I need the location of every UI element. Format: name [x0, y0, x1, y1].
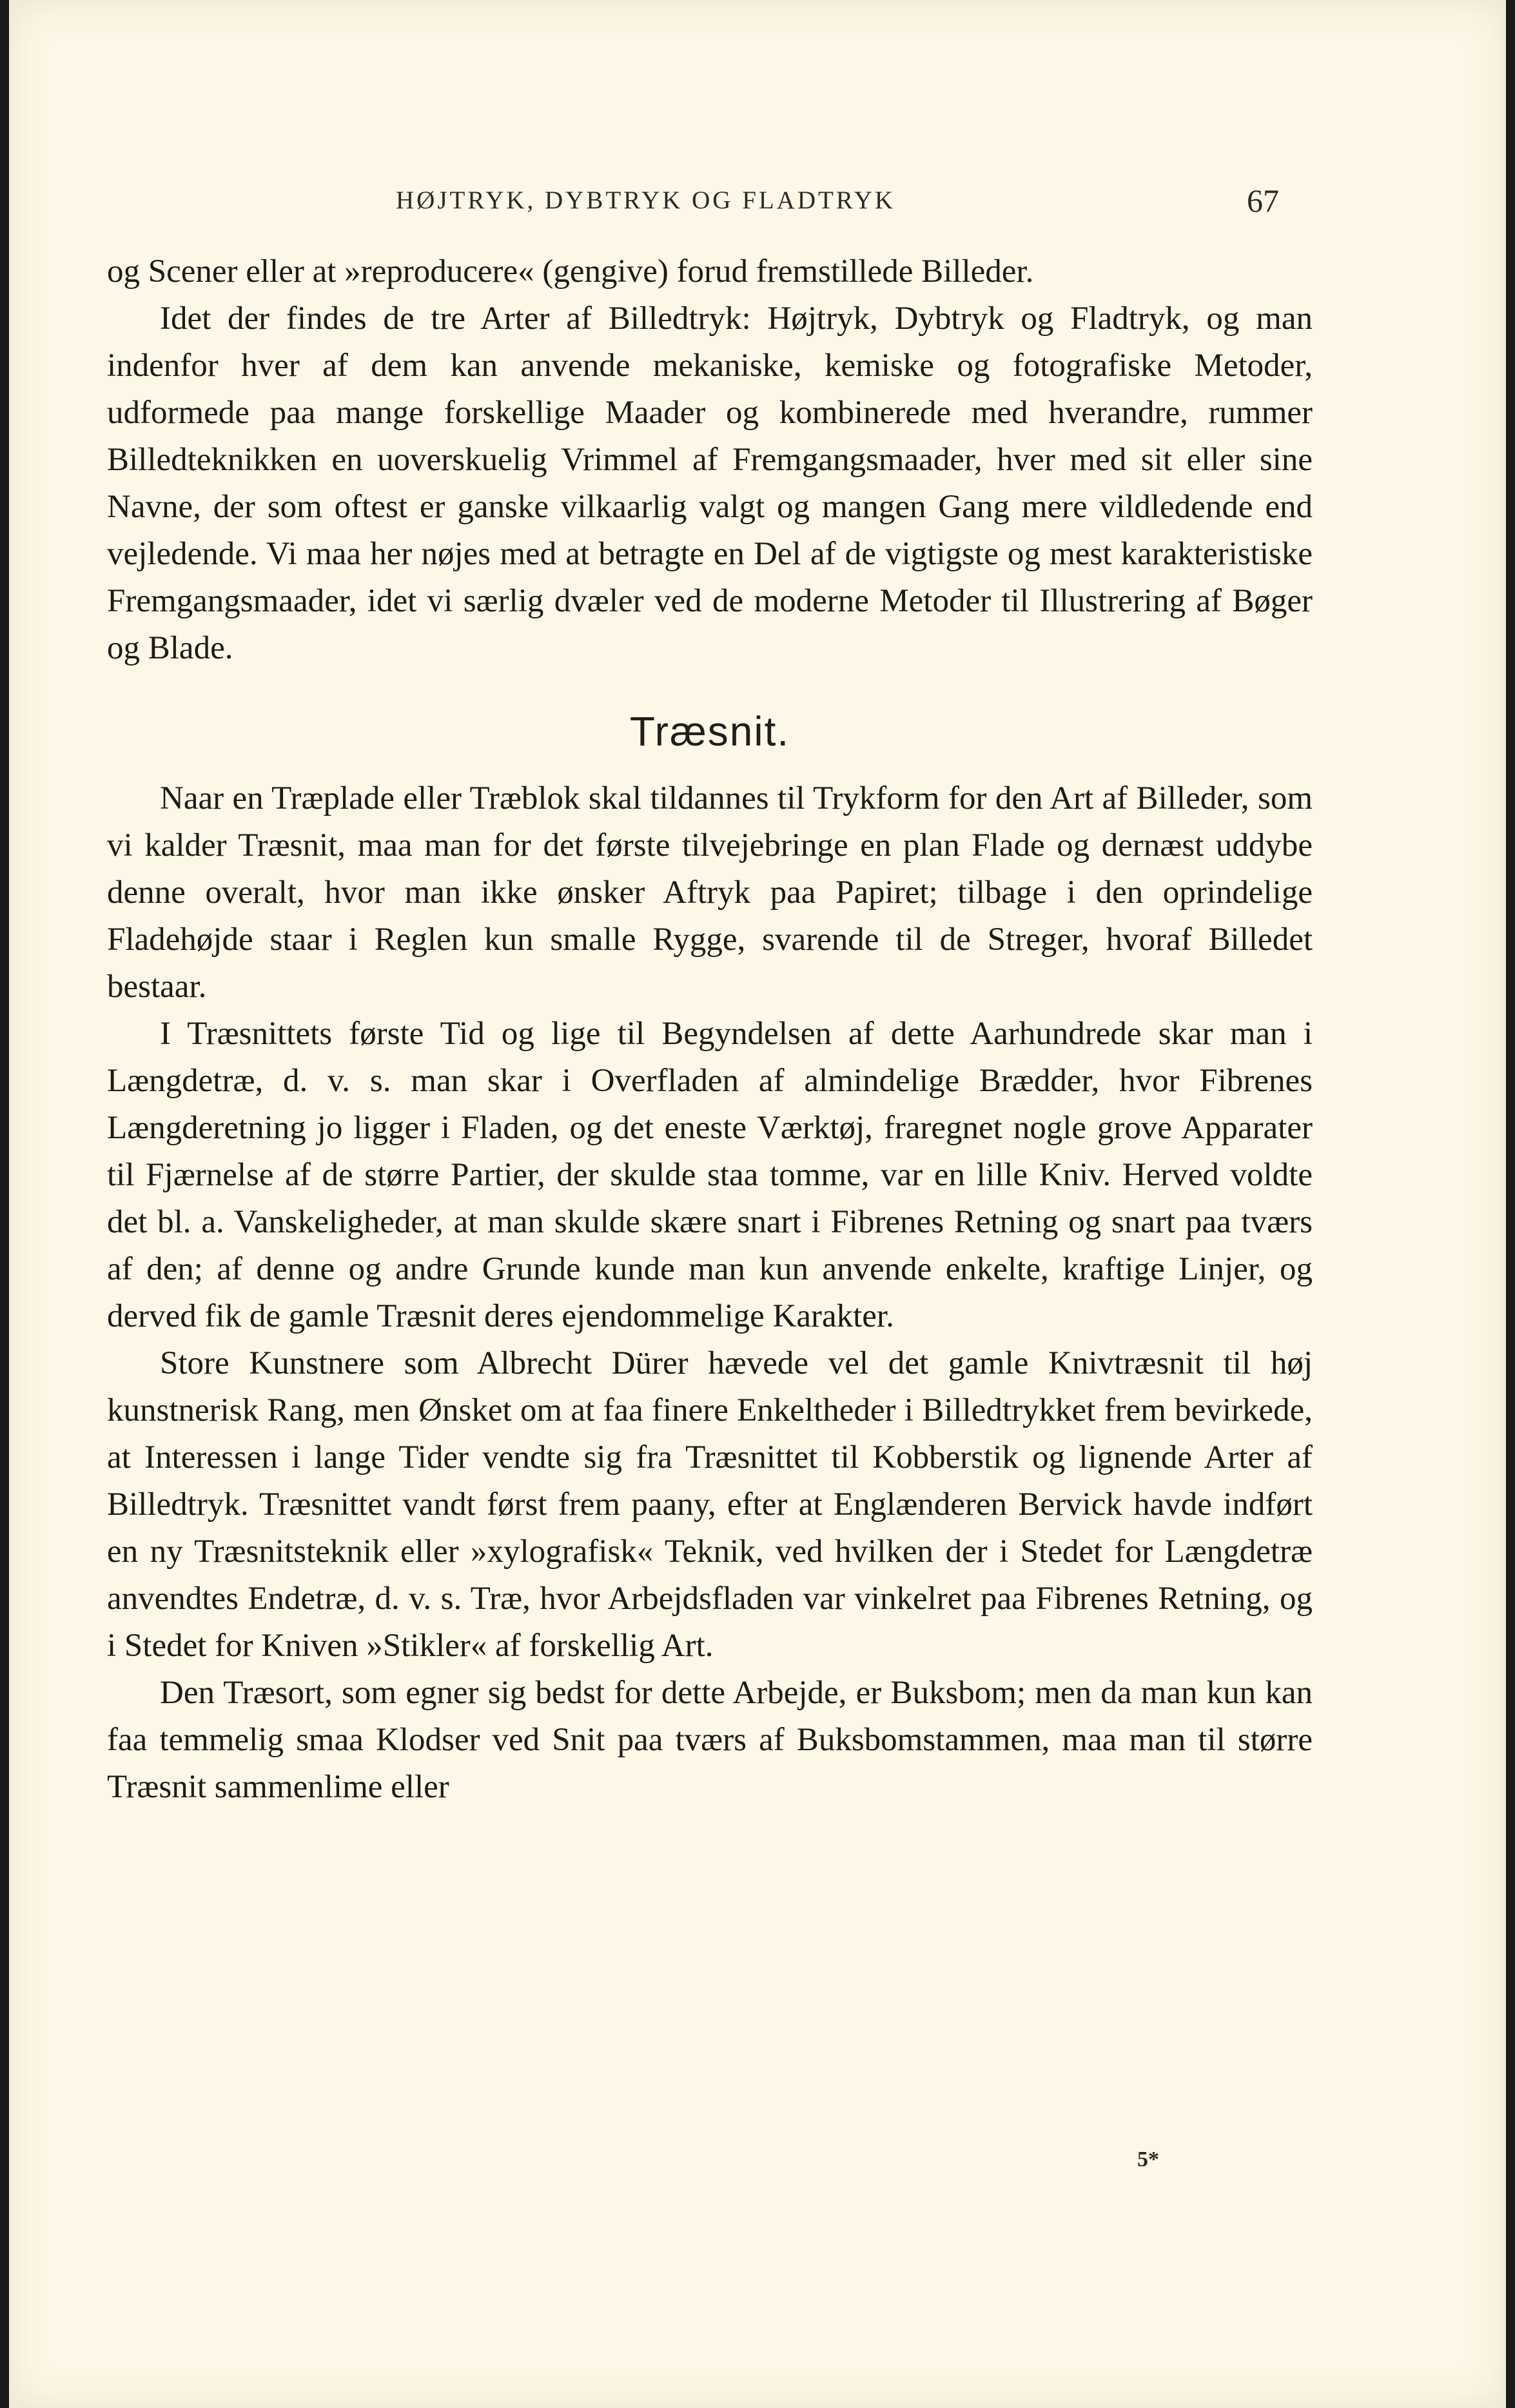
paragraph-boxwood: Den Træsort, som egner sig bedst for dette Arbejde, er Buksbom; men da man kun kan faa temmelig smaa Klodser ved Snit paa tværs af Buksbomstammen, maa man til større Træsnit sammenlime eller: [107, 1675, 1313, 1805]
paragraph-woodcut-definition: Naar en Træplade eller Træblok skal tildannes til Trykform for den Art af Billeder, som vi kalder Træsnit, maa man for det første tilvejebringe en plan Flade og dernæst uddybe denne overalt, hvor man ikke ønsker Aftryk paa Papiret; tilbage i den oprindelige Fladehøjde staar i Reglen kun smalle Rygge, svarende til de Streger, hvoraf Billedet bestaar.: [107, 780, 1313, 1005]
paragraph-woodcut-history: I Træsnittets første Tid og lige til Begyndelsen af dette Aarhundrede skar man i Længdetræ, d. v. s. man skar i Overfladen af almindelige Brædder, hvor Fibrenes Længderetning jo ligger i Fladen, og det eneste Værktøj, fraregnet nogle grove Apparater til Fjærnelse af de større Partier, der skulde staa tomme, var en lille Kniv. Herved voldte det bl. a. Vanskeligheder, at man skulde skære snart i Fibrenes Retning og snart paa tværs af den; af denne og andre Grunde kunde man kun anvende enkelte, kraftige Linjer, og derved fik de gamle Træsnit deres ejendommelige Karakter.: [107, 1016, 1313, 1334]
paragraph-intro: Idet der findes de tre Arter af Billedtryk: Højtryk, Dybtryk og Fladtryk, og man indenfor hver af dem kan anvende mekaniske, kemiske og fotografiske Metoder, udformede paa mange forskellige Maader og kombinerede med hverandre, rummer Billedteknikken en uoverskuelig Vrimmel af Fremgangsmaader, hver med sit eller sine Navne, der som oftest er ganske vilkaarlig valgt og mangen Gang mere vildledende end vejledende. Vi maa her nøjes med at betragte en Del af de vigtigste og mest karakteristiske Fremgangsmaader, idet vi særlig dvæler ved de moderne Metoder til Illustrering af Bøger og Blade.: [107, 301, 1313, 666]
running-head: HØJTRYK, DYBTRYK OG FLADTRYK: [396, 186, 896, 214]
body-text: [107, 248, 1313, 1811]
paragraph-durer-bewick: Store Kunstnere som Albrecht Dürer hævede vel det gamle Knivtræsnit til høj kunstnerisk Rang, men Ønsket om at faa finere Enkeltheder i Billedtrykket frem bevirkede, at Interessen i lange Tider vendte sig fra Træsnittet til Kobberstik og lignende Arter af Billedtryk. Træsnittet vandt først frem paany, efter at Englænderen Bervick havde indført en ny Træsnitsteknik eller »xylografisk« Teknik, ved hvilken der i Stedet for Længdetræ anvendtes Endetræ, d. v. s. Træ, hvor Arbejdsfladen var vinkelret paa Fibrenes Retning, og i Stedet for Kniven »Stikler« af forskellig Art.: [107, 1345, 1313, 1664]
page-header: [9, 182, 1506, 221]
book-page: [9, 0, 1506, 2408]
page-number: 67: [1247, 183, 1279, 219]
paragraph-continuation: og Scener eller at »reproducere« (gengive) forud fremstillede Billeder.: [107, 253, 1034, 290]
section-heading: Træsnit.: [629, 708, 790, 755]
signature-mark: 5*: [1137, 2147, 1159, 2171]
